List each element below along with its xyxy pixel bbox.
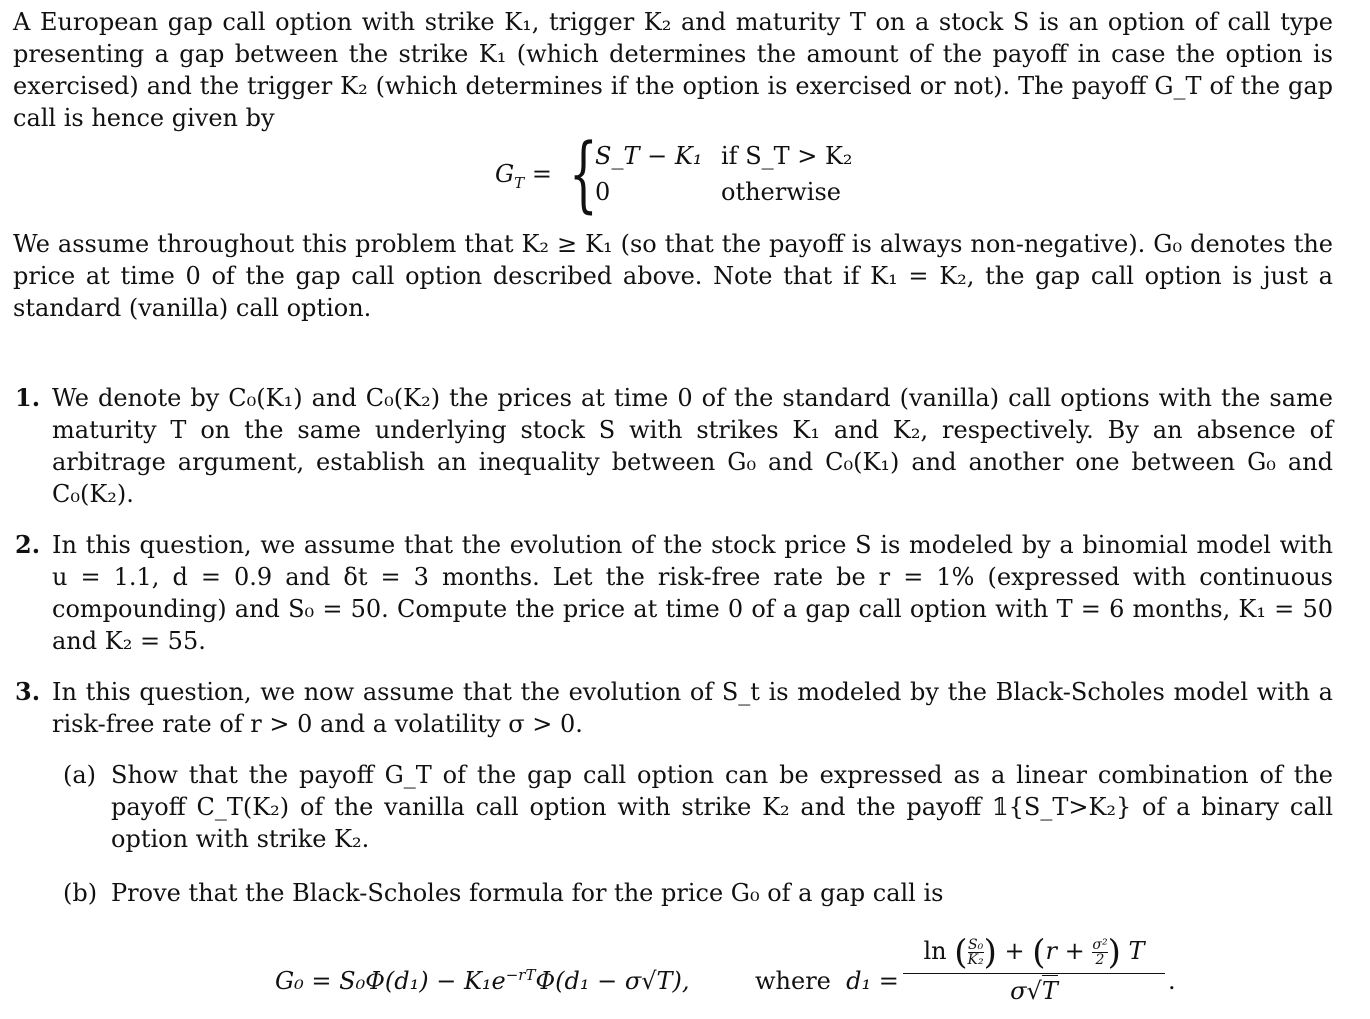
question-text: We denote by C₀(K₁) and C₀(K₂) the prices at time 0 of the standard (vanilla) call options with the same maturity T on the same underlying stock S with strikes K₁ and K₂, respectively. By an absence of arbitrage argument, establish an inequality between G₀ and C₀(K₁) and another one between G₀ and C₀(K₂). xyxy=(52,384,1333,508)
frac-top: S₀ xyxy=(967,937,984,953)
formula-lhs xyxy=(275,965,690,997)
d1-label: d₁ = xyxy=(846,967,899,995)
case2-value: 0 xyxy=(595,178,611,206)
part-label: (b) xyxy=(63,879,98,907)
part-text: Show that the payoff G_T of the gap call option can be expressed as a linear combination of the payoff C_T(K₂) of the vanilla call option with strike K₂ and the payoff 𝟙{S_T>K₂} of a binary call option with strike K₂. xyxy=(111,761,1333,853)
question-number: 1. xyxy=(15,383,41,412)
paren-close: ) xyxy=(983,932,997,973)
payoff-lhs: $G_T$ = xyxy=(495,160,552,192)
r-plus: r + xyxy=(1045,937,1085,965)
question-list xyxy=(13,382,1333,740)
case2-condition: otherwise xyxy=(721,178,841,206)
frac-bottom: K₂ xyxy=(967,952,984,968)
intro-paragraph-1: A European gap call option with strike K₁, trigger K₂ and maturity T on a stock S is an option of call type presenting a gap between the strike K₁ (which determines the amount of the payoff in case the option is exercised) and the trigger K₂ (which determines if the option is exercised or not). The payoff G_T of the gap call is hence given by xyxy=(13,8,1333,132)
black-scholes-formula xyxy=(13,909,1333,1019)
paren-open: ( xyxy=(1032,932,1046,973)
sigma-top: σ² xyxy=(1092,937,1108,953)
case1-value: S_T − K₁ xyxy=(595,142,703,170)
payoff-definition xyxy=(13,127,1333,228)
d1-fraction xyxy=(903,931,1165,1008)
formula-main: G₀ = S₀Φ(d₁) − K₁e xyxy=(275,967,506,995)
question-number: 2. xyxy=(15,530,41,559)
payoff-lhs-symbol: G xyxy=(495,160,515,188)
den-sigma: σ xyxy=(1010,977,1027,1005)
part-label: (a) xyxy=(63,761,97,789)
intro-paragraph-2: We assume throughout this problem that K₂ ≥ K₁ (so that the payoff is always non-negative). G₀ denotes the price at time 0 of the gap call option described above. Note that if K₁ = K₂, the gap call option is just a standard (vanilla) call option. xyxy=(13,230,1333,322)
ln-text: ln xyxy=(923,937,947,965)
question-text: In this question, we assume that the evolution of the stock price S is modeled by a binomial model with u = 1.1, d = 0.9 and δt = 3 months. Let the risk-free rate be r = 1% (expressed with continuous compounding) and S₀ = 50. Compute the price at time 0 of a gap call option with T = 6 months, K₁ = 50 and K₂ = 55. xyxy=(52,531,1333,655)
sigma-bottom: 2 xyxy=(1095,952,1105,968)
d1-denominator xyxy=(903,974,1165,1008)
spacer xyxy=(13,324,1333,382)
question-2 xyxy=(13,529,1333,657)
question-3 xyxy=(13,676,1333,740)
question-3b xyxy=(13,877,1333,909)
formula-end: . xyxy=(1168,967,1176,995)
question-3a xyxy=(13,759,1333,855)
formula-exponent: −rT xyxy=(505,966,536,984)
sigma-sq-over-2 xyxy=(1092,938,1107,967)
den-sqrt-sign: √ xyxy=(1026,977,1042,1005)
paren-close: ) xyxy=(1107,932,1121,973)
s0-over-k2 xyxy=(968,938,984,967)
case1-condition: if S_T > K₂ xyxy=(721,142,853,170)
payoff-lhs-sub: T xyxy=(514,173,525,192)
part-text: Prove that the Black-Scholes formula for the price G₀ of a gap call is xyxy=(111,879,944,907)
formula-rhs: Φ(d₁ − σ√T), xyxy=(535,967,690,995)
question-text: In this question, we now assume that the evolution of S_t is modeled by the Black-Scholes model with a risk-free rate of r > 0 and a volatility σ > 0. xyxy=(52,678,1333,738)
question-1 xyxy=(13,382,1333,510)
paren-open: ( xyxy=(954,932,968,973)
question-number: 3. xyxy=(15,677,41,706)
where-word: where xyxy=(755,967,831,995)
plus-sign: + xyxy=(1004,937,1025,965)
den-t: T xyxy=(1041,977,1058,1005)
brace-symbol: { xyxy=(569,127,598,222)
formula-where xyxy=(755,965,899,997)
problem-page xyxy=(13,6,1333,1019)
t-symbol: T xyxy=(1128,937,1145,965)
